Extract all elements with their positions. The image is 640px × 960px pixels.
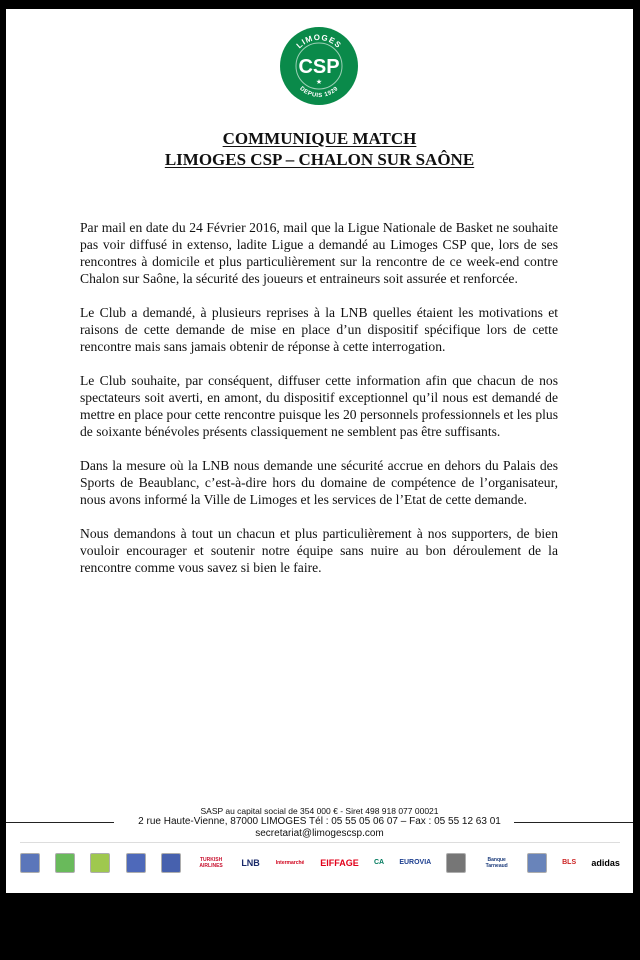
crest-icon	[20, 853, 40, 873]
footer-address: 2 rue Haute-Vienne, 87000 LIMOGES Tél : 05 55 05 06 07 – Fax : 05 55 12 63 01	[138, 816, 501, 827]
paragraph-2: Le Club a demandé, à plusieurs reprises à la LNB quelles étaient les motivations et raisons de cette demande de mise en place d’un dispositif spécifique lors de cette rencontre mais sans jamais obtenir de réponse à cette interrogation.	[80, 305, 558, 354]
logo-main-text: CSP	[298, 56, 340, 78]
title-line-2: LIMOGES CSP – CHALON SUR SAÔNE	[164, 150, 475, 169]
region-icon-box	[90, 853, 110, 873]
sponsor-logo: LNB	[241, 857, 260, 868]
paragraph-4: Dans la mesure où la LNB nous demande une sécurité accrue en dehors du Palais des Sports de Beaublanc, c’est-à-dire hors du domaine de compétence de l’organisateur, nous avons informé la Ville de Limoges et les services de l’Etat de cette demande.	[80, 458, 558, 507]
french-republic-icon-box	[126, 853, 146, 873]
sponsor-logo: EIFFAGE	[320, 857, 359, 868]
star-icon: ★	[315, 78, 323, 86]
sponsor-strip	[20, 842, 620, 880]
eu-flag-icon-box	[161, 853, 181, 873]
title-line-1: COMMUNIQUE MATCH	[222, 129, 417, 148]
badge-icon-box	[446, 853, 466, 873]
shield-icon	[527, 853, 547, 873]
sponsor-logo: BLS	[562, 859, 577, 866]
leaf-icon	[55, 853, 75, 873]
logo-bottom-text: DEPUIS 1929	[298, 85, 340, 100]
eu-flag-icon	[161, 853, 181, 873]
paragraph-3: Le Club souhaite, par conséquent, diffuser cette information afin que chacun de nos spectateurs soit averti, en amont, du dispositif exceptionnel qu’il nous est demandé de mettre en place pour cette rencontre puisque les 20 personnels professionnels et les plus de soixante bénévoles présents classiquement ne semblent pas être suffisants.	[80, 373, 558, 439]
footer-email: secretariat@limogescsp.com	[255, 828, 384, 839]
logo-top-text: LIMOGES	[294, 32, 344, 51]
sponsor-logo: CA	[373, 859, 385, 866]
limoges-csp-logo	[279, 26, 359, 106]
footer-legal: SASP au capital social de 354 000 € - Siret 498 918 077 00021	[200, 806, 439, 816]
paragraph-5: Nous demandons à tout un chacun et plus particulièrement à nos supporters, de bien vouloir encourager et soutenir notre équipe sans nuire au bon déroulement de la rencontre comme vous savez si bien le faire.	[80, 526, 558, 575]
sponsor-logo: TURKISH AIRLINES	[199, 856, 223, 869]
french-republic-icon	[126, 853, 146, 873]
sponsor-logo: Banque Tarneaud	[485, 856, 508, 869]
badge-icon	[446, 853, 466, 873]
region-icon	[90, 853, 110, 873]
leaf-icon-box	[55, 853, 75, 873]
crest-icon-box	[20, 853, 40, 873]
sponsor-logo: EUROVIA	[399, 859, 432, 866]
sponsor-logo: adidas	[591, 857, 620, 868]
footer-rule-right	[514, 822, 633, 823]
body-text	[80, 219, 558, 593]
document-page	[6, 9, 633, 893]
shield-icon-box	[527, 853, 547, 873]
sponsor-logo: Intermarché	[275, 859, 305, 866]
paragraph-1: Par mail en date du 24 Février 2016, mail que la Ligue Nationale de Basket ne souhaite pas voir diffusé in extenso, ladite Ligue a demandé au Limoges CSP que, lors de ses rencontres à domicile et plus particulièrement sur la rencontre de ce week-end contre Chalon sur Saône, la sécurité des joueurs et entraineurs soit assurée et renforcée.	[80, 220, 558, 286]
